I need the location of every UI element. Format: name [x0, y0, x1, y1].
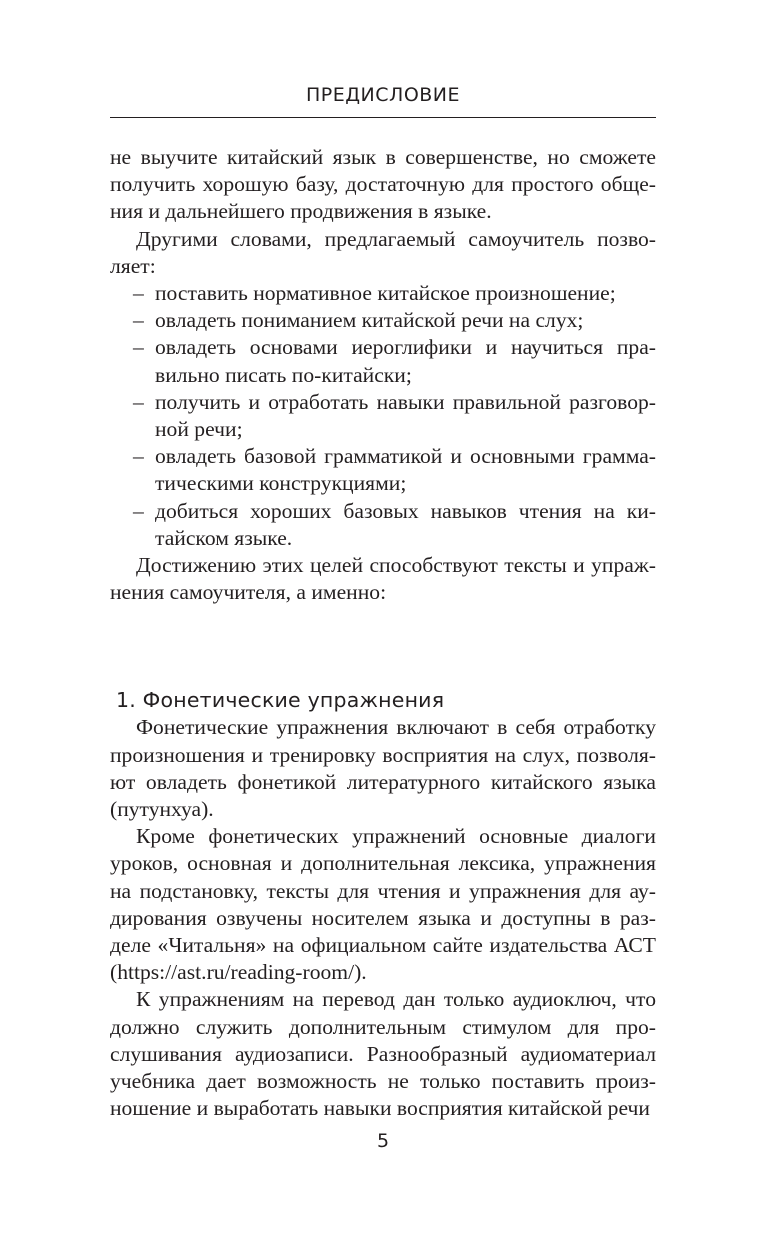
list-item-text: поставить нормативное китайское произношение; [155, 281, 616, 306]
list-item [110, 280, 656, 307]
list-item-text: овладеть базовой грамматикой и основными грамматическими конструкциями; [155, 444, 656, 496]
list-item-text: получить и отработать навыки правильной разговорной речи; [155, 389, 656, 442]
paragraph-phonetic-2: Кроме фонетических упражнений основные диалоги уроков, основная и дополнительная лексика, упражнения на подстановку, тексты для чтения и упражнения для аудирования озвучены носителем языка и доступны в разделе «Читальня» на официальном сайте издательства АСТ (https://ast.ru/reading-room/). [110, 824, 656, 985]
page-number: 5 [376, 1130, 390, 1152]
list-item [110, 443, 656, 497]
running-head: ПРЕДИСЛОВИЕ [305, 84, 461, 106]
paragraph-continuation: не выучите китайский язык в совершенстве, но сможете получить хорошую базу, достаточную для простого общения и дальнейшего продвижения в языке. [110, 145, 656, 224]
goals-list [110, 280, 656, 552]
dash-bullet-icon: – [133, 335, 144, 360]
list-item-text: овладеть пониманием китайской речи на слух; [155, 308, 584, 333]
list-item [110, 307, 656, 334]
list-item-text: добиться хороших базовых навыков чтения на китайском языке. [155, 498, 656, 550]
list-item-text: овладеть основами иероглифики и научиться правильно писать по-китайски; [155, 335, 656, 387]
dash-bullet-icon: – [133, 498, 144, 523]
list-item [110, 498, 656, 552]
paragraph-phonetic-1: Фонетические упражнения включают в себя отработку произношения и тренировку восприятия на слух, позволяют овладеть фонетикой литературного китайского языка (путунхуа). [110, 715, 656, 822]
header-rule-divider [110, 117, 656, 118]
page-body [110, 144, 656, 1123]
paragraph-phonetic-3: К упражнениям на перевод дан только аудиоключ, что должно служить дополнительным стимулом для прослушивания аудиозаписи. Разнообразный аудиоматериал учебника дает возможность не только поставить произношение и выработать навыки восприятия китайской речи [110, 987, 656, 1121]
dash-bullet-icon: – [133, 308, 144, 333]
section-heading: 1. Фонетические упражнения [116, 688, 445, 713]
paragraph-intro-list: Другими словами, предлагаемый самоучитель позволяет: [110, 226, 656, 278]
list-item [110, 389, 656, 443]
dash-bullet-icon: – [133, 389, 144, 414]
dash-bullet-icon: – [133, 281, 144, 306]
dash-bullet-icon: – [133, 444, 144, 469]
paragraph-goals: Достижению этих целей способствуют тексты и упражнения самоучителя, а именно: [110, 553, 656, 605]
list-item [110, 334, 656, 388]
